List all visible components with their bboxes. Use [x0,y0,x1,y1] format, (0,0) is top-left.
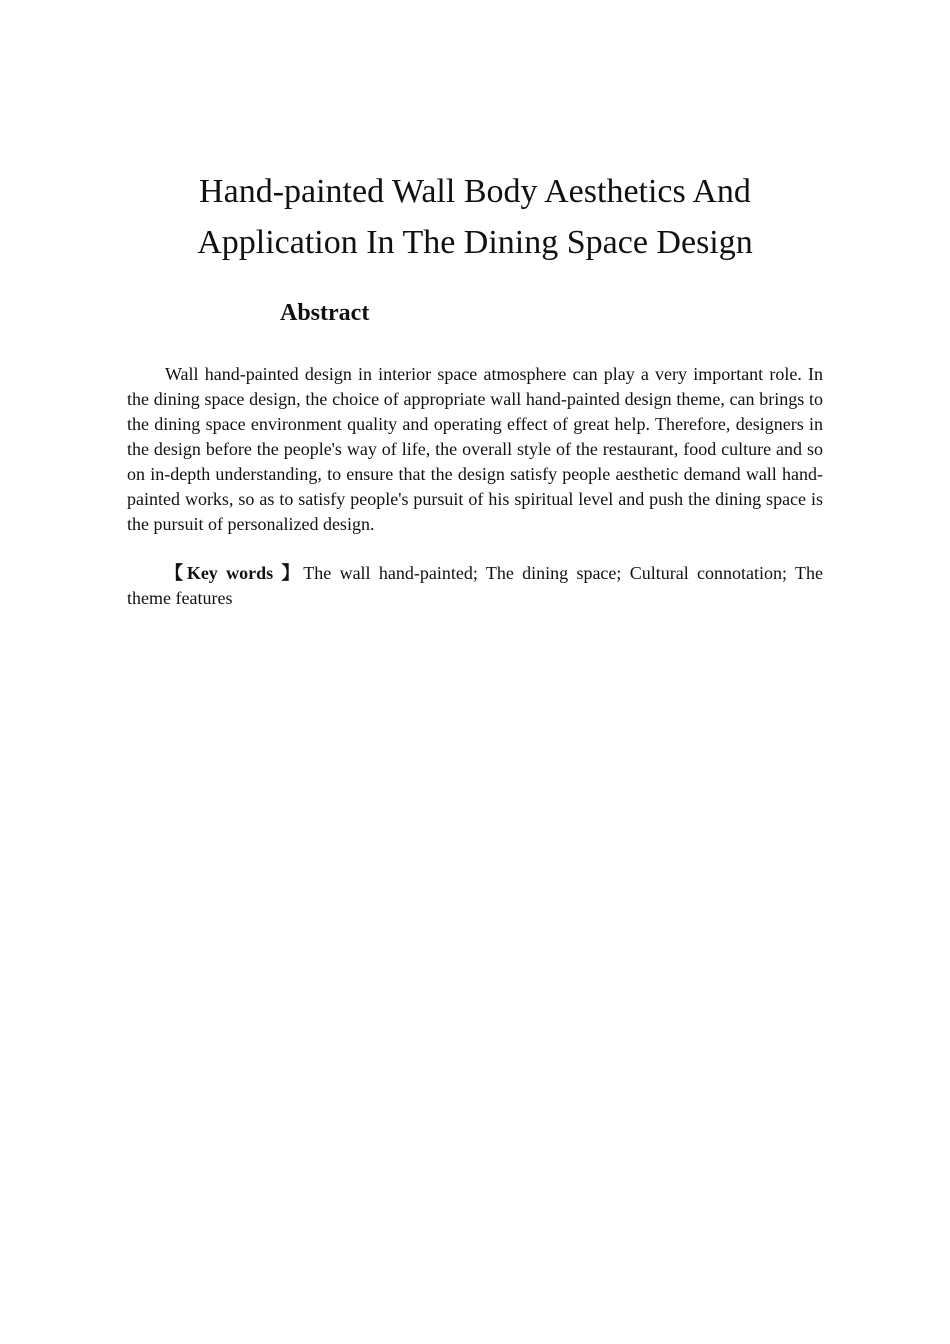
abstract-paragraph: Wall hand-painted design in interior space atmosphere can play a very important role. In the dining space design, the choice of appropriate wall hand-painted design theme, can brings to the dining space environment quality and operating effect of great help. Therefore, designers in the design before the people's way of life, the overall style of the restaurant, food culture and so on in-depth understanding, to ensure that the design satisfy people aesthetic demand wall hand-painted works, so as to satisfy people's pursuit of his spiritual level and push the dining space is the pursuit of personalized design. [127,364,823,534]
page-title [127,166,823,268]
abstract-heading: Abstract [280,300,370,326]
title-line-2: Application In The Dining Space Design [197,224,753,261]
keywords-text: The wall hand-painted; The dining space; Cultural connotation; The theme features [127,563,823,608]
keywords-paragraph [127,561,823,611]
keywords-label: 【Key words 】 [165,563,304,583]
title-line-1: Hand-painted Wall Body Aesthetics And [199,173,751,210]
